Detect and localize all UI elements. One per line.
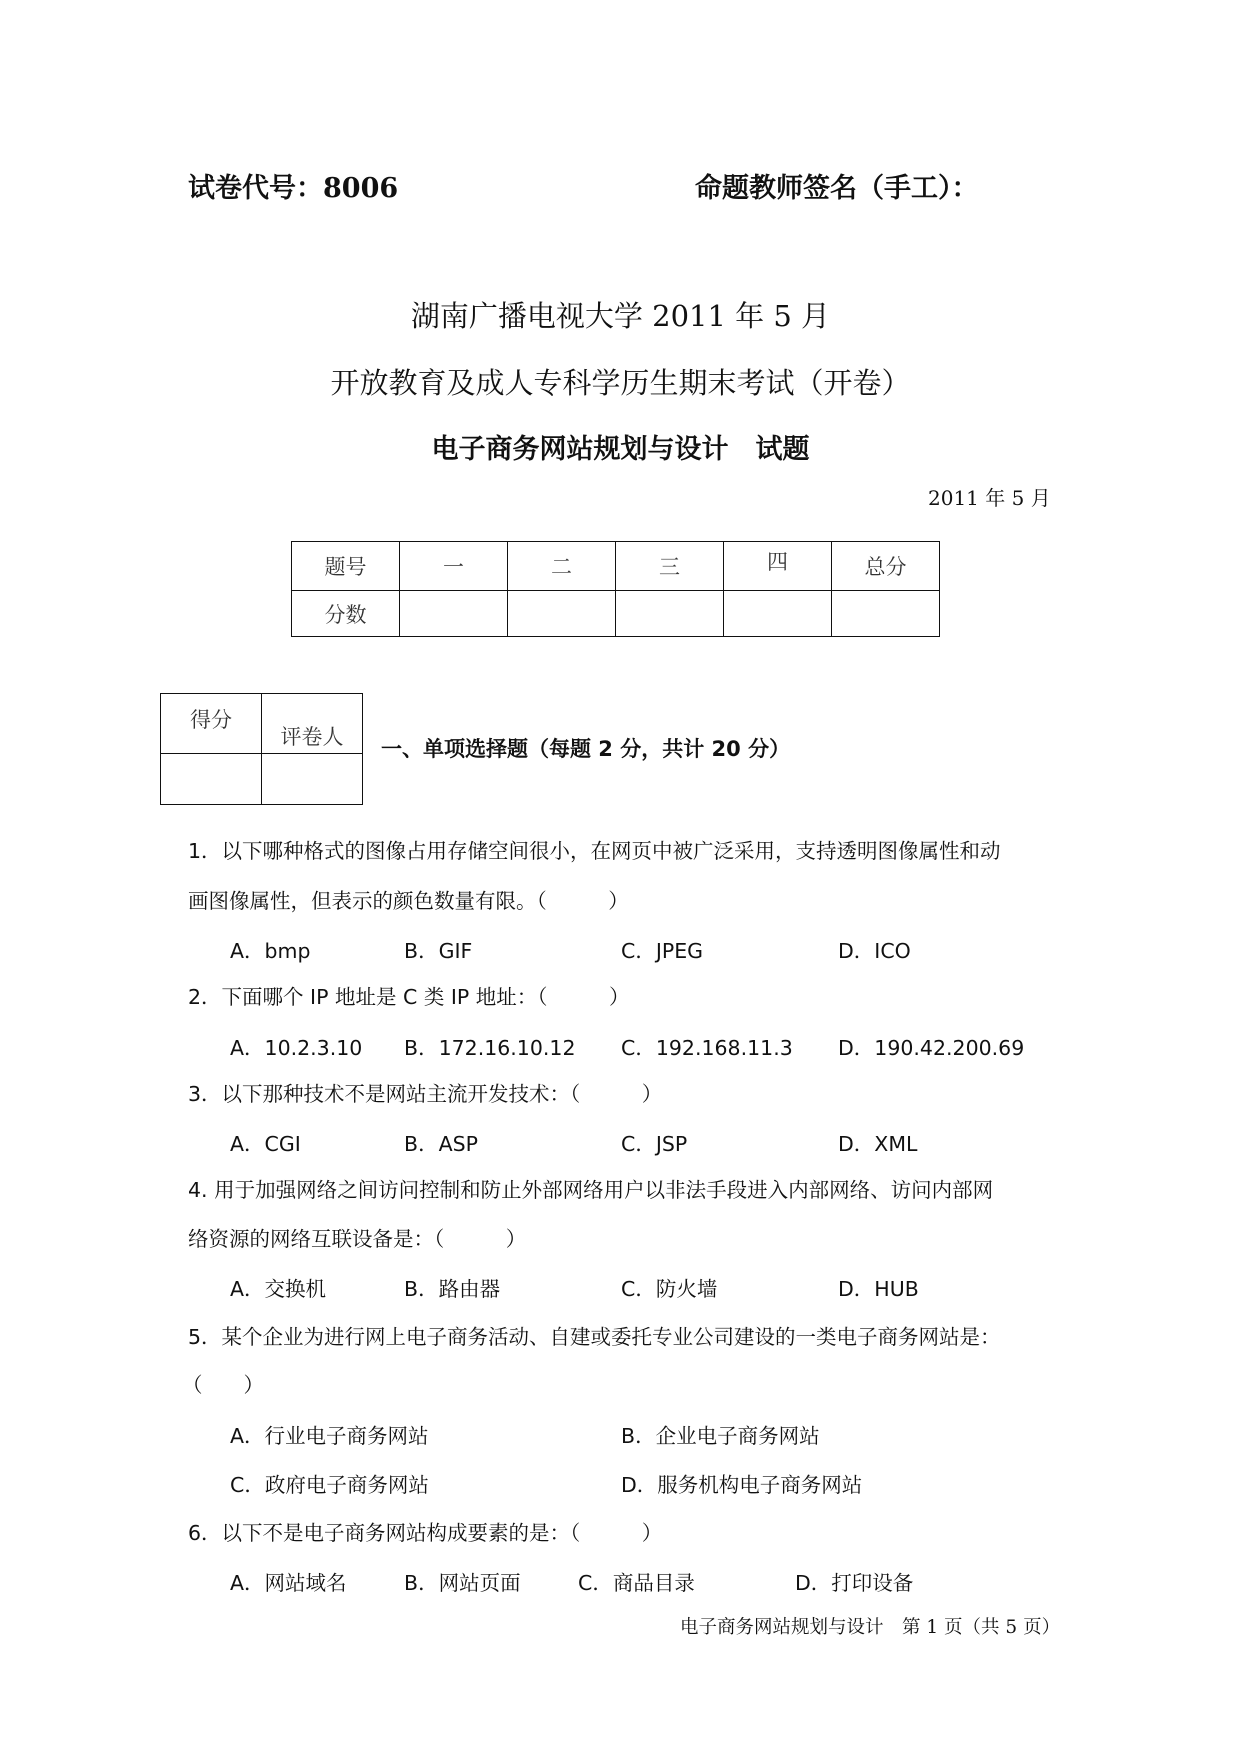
question-3-line-1: 3．以下那种技术不是网站主流开发技术：（ ） [188,1082,663,1106]
university-title: 湖南广播电视大学 2011 年 5 月 [410,299,831,333]
question-4-option-c: C．防火墙 [621,1277,718,1301]
question-4-option-d: D．HUB [838,1277,919,1301]
score-cell: 分数 [292,591,400,637]
question-4-option-a: A．交换机 [230,1277,327,1301]
course-title: 电子商务网站规划与设计 试题 [431,434,810,465]
exam-title: 开放教育及成人专科学历生期末考试（开卷） [330,366,911,400]
question-5-option-a: A．行业电子商务网站 [230,1424,429,1448]
question-3-option-c: C．JSP [621,1132,688,1156]
page-footer: 电子商务网站规划与设计 第 1 页（共 5 页） [680,1617,1061,1638]
question-5-option-c: C．政府电子商务网站 [230,1473,429,1497]
question-6-option-a: A．网站域名 [230,1571,347,1595]
grade-score-value [161,754,262,805]
question-2-line-1: 2．下面哪个 IP 地址是 C 类 IP 地址：（ ） [188,985,630,1009]
grade-box [160,693,363,805]
question-6-option-c: C．商品目录 [578,1571,695,1595]
question-1-line-2: 画图像属性，但表示的颜色数量有限。（ ） [188,889,629,913]
score-table-value-row [292,591,940,637]
score-cell: 题号 [292,542,400,591]
question-1-option-b: B．GIF [404,939,473,963]
grade-box-value-row [161,754,363,805]
question-1-line-1: 1．以下哪种格式的图像占用存储空间很小，在网页中被广泛采用，支持透明图像属性和动 [188,839,1001,863]
grade-score-label: 得分 [161,694,262,754]
grade-box-header-row [161,694,363,754]
question-5-option-b: B．企业电子商务网站 [621,1424,820,1448]
score-cell [832,591,940,637]
teacher-signature-label: 命题教师签名（手工）： [695,173,979,204]
score-cell [400,591,508,637]
question-6-option-b: B．网站页面 [404,1571,521,1595]
score-table-header-row [292,542,940,591]
score-cell [508,591,616,637]
score-cell: 四 [724,542,832,591]
question-2-option-d: D．190.42.200.69 [838,1036,1025,1060]
question-5-option-d: D．服务机构电子商务网站 [621,1473,863,1497]
question-4-option-b: B．路由器 [404,1277,501,1301]
question-4-line-2: 络资源的网络互联设备是：（ ） [188,1227,527,1251]
question-3-option-b: B．ASP [404,1132,478,1156]
question-2-option-b: B．172.16.10.12 [404,1036,576,1060]
question-4-line-1: 4. 用于加强网络之间访问控制和防止外部网络用户以非法手段进入内部网络、访问内部网 [188,1178,994,1202]
score-cell: 一 [400,542,508,591]
question-2-option-a: A．10.2.3.10 [230,1036,363,1060]
question-6-option-d: D．打印设备 [795,1571,914,1595]
question-3-option-d: D．XML [838,1132,918,1156]
question-1-option-d: D．ICO [838,939,911,963]
score-cell [616,591,724,637]
section-title: 一、单项选择题（每题 2 分，共计 20 分） [381,737,791,761]
paper-code: 试卷代号：8006 [188,173,399,204]
score-cell [724,591,832,637]
score-cell: 三 [616,542,724,591]
question-3-option-a: A．CGI [230,1132,301,1156]
question-1-option-a: A．bmp [230,939,311,963]
question-1-option-c: C．JPEG [621,939,704,963]
exam-date: 2011 年 5 月 [928,486,1051,510]
question-6-line-1: 6．以下不是电子商务网站构成要素的是：（ ） [188,1521,663,1545]
grader-label: 评卷人 [262,694,363,754]
question-2-option-c: C．192.168.11.3 [621,1036,793,1060]
score-cell: 总分 [832,542,940,591]
score-table [291,541,940,637]
score-cell: 二 [508,542,616,591]
question-5-line-2: （ ） [182,1373,264,1397]
question-5-line-1: 5．某个企业为进行网上电子商务活动、自建或委托专业公司建设的一类电子商务网站是： [188,1325,1001,1349]
grader-value [262,754,363,805]
